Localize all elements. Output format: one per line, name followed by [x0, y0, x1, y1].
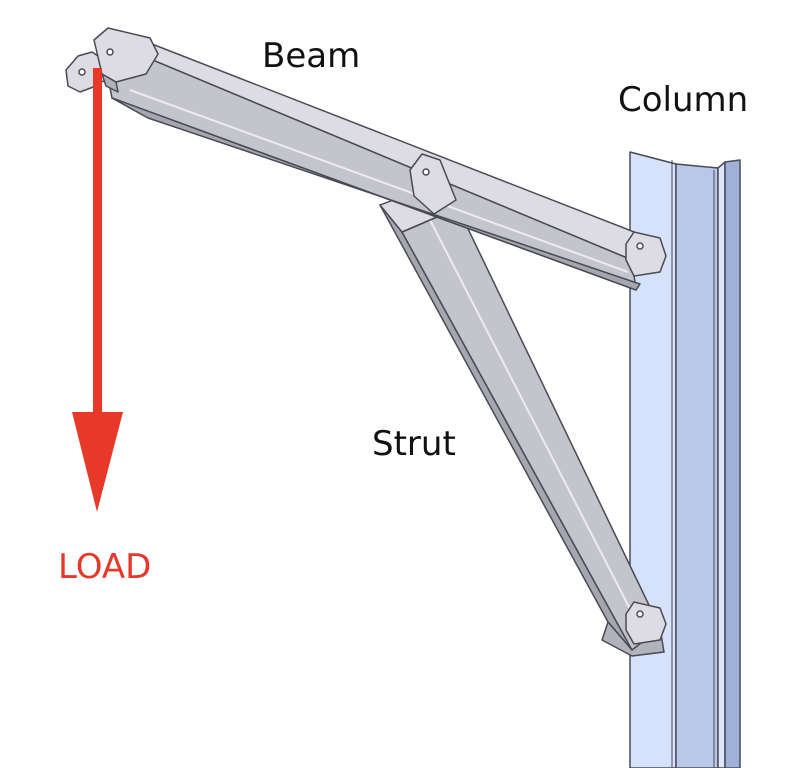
column-inner-lip: [718, 162, 725, 768]
load-arrow-head: [72, 412, 123, 512]
beam-column-end-plate: [626, 232, 666, 276]
strut-column-end-plate: [626, 602, 666, 644]
strut-edge-highlight: [430, 220, 646, 640]
column-back-flange: [725, 160, 740, 768]
beam-label: Beam: [262, 36, 361, 76]
bolt-hole: [423, 169, 429, 175]
bolt-hole: [79, 69, 85, 75]
column-web: [676, 164, 718, 768]
beam: [100, 38, 660, 290]
beam-edge-highlight: [130, 90, 628, 272]
beam-underside: [112, 98, 640, 290]
column-label: Column: [618, 80, 749, 120]
bolt-hole: [107, 49, 113, 55]
load-arrow-shaft: [93, 68, 102, 420]
beam-top-face: [100, 38, 660, 260]
strut-label: Strut: [372, 424, 456, 464]
bolt-hole: [637, 611, 643, 617]
beam-front-face: [100, 38, 636, 290]
bolt-hole: [637, 243, 643, 249]
load-label: LOAD: [58, 547, 152, 587]
load-arrow: [72, 68, 123, 512]
